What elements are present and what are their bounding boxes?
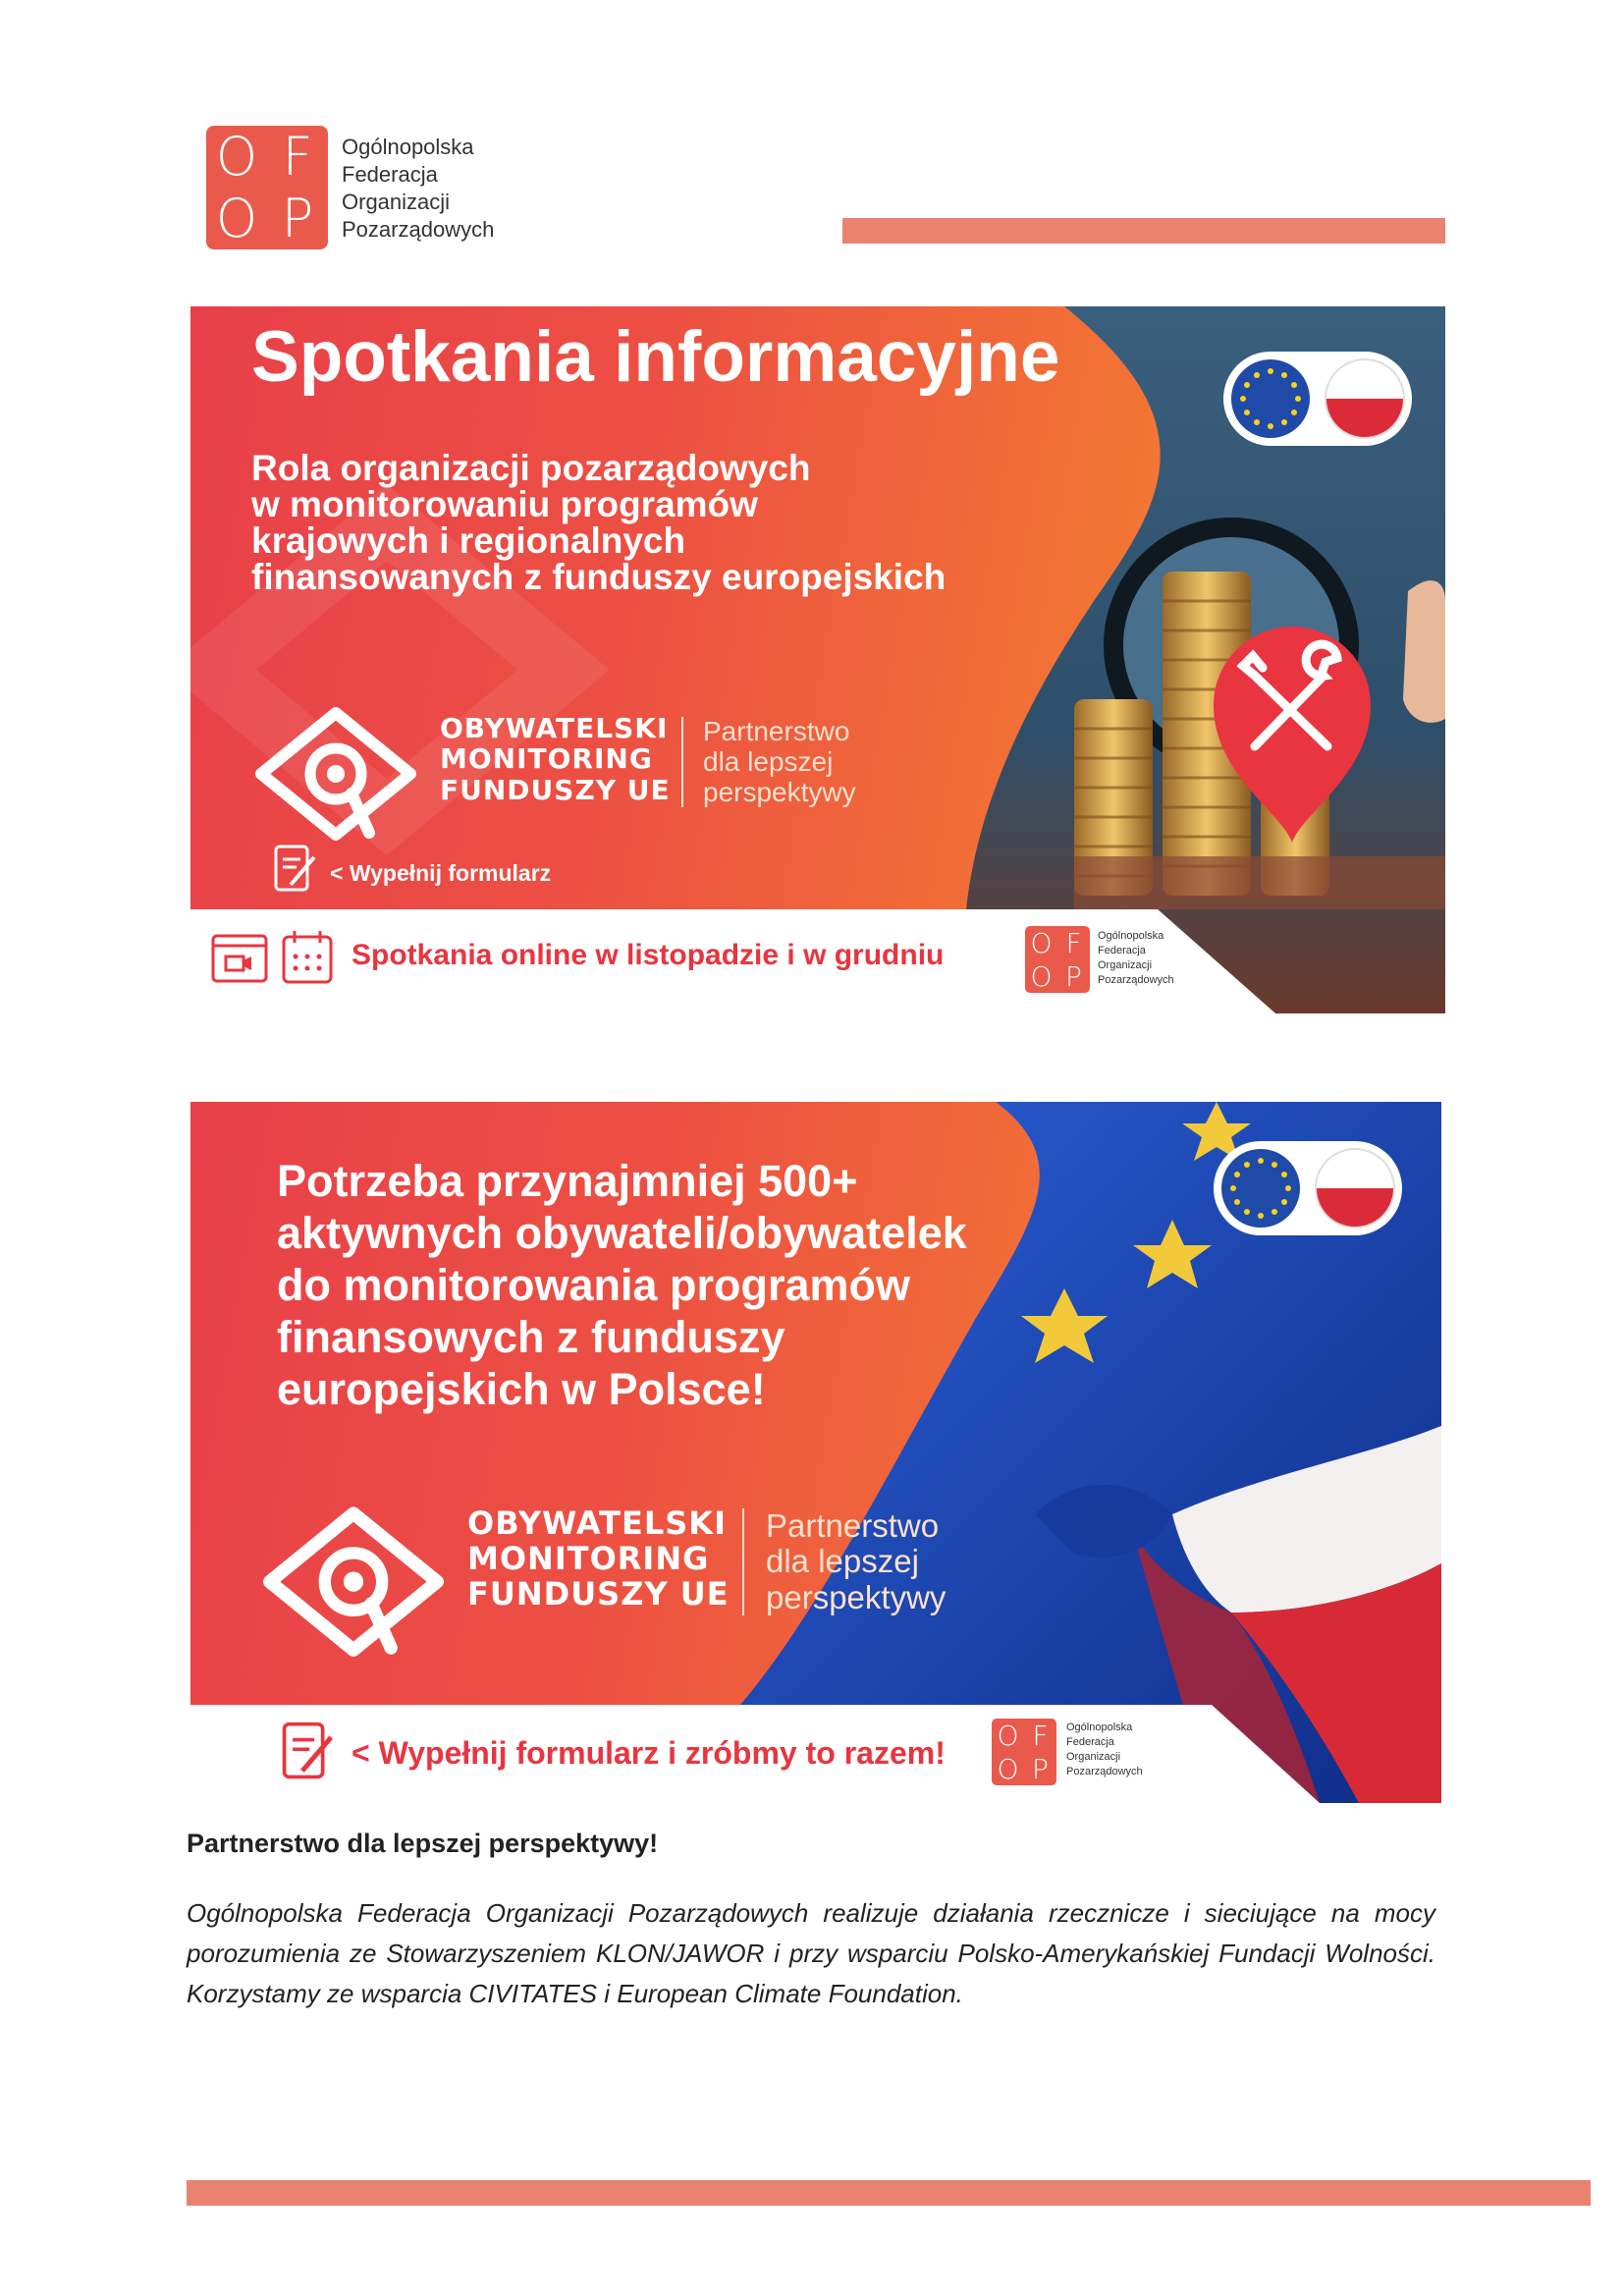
program-name <box>440 713 671 805</box>
partnership-tagline <box>742 1508 946 1615</box>
calendar-icon <box>281 929 334 986</box>
program-name-line: FUNDUSZY UE <box>440 773 671 806</box>
fill-form-link[interactable]: < Wypełnij formularz <box>330 860 552 886</box>
org-name-small <box>1066 1721 1143 1779</box>
org-name-small <box>1098 929 1174 988</box>
logo-letter: O <box>215 188 258 249</box>
banner-citizens-needed <box>190 1102 1441 1803</box>
headline-line: do monitorowania programów <box>277 1260 911 1310</box>
headline-line: aktywnych obywateli/obywatelek <box>277 1208 967 1258</box>
eu-poland-flags-badge <box>1212 1139 1404 1237</box>
org-name-line: Pozarządowych <box>1066 1766 1143 1777</box>
organization-description: Ogólnopolska Federacja Organizacji Pozarządowych realizuje działania rzecznicze i sieciujące na mocy porozumienia ze Stowarzyszeniem KLON/JAWOR i przy wsparciu Polsko-Amerykańskiej Fundacji Wolności. Korzystamy ze wsparcia CIVITATES i European Climate Foundation. <box>187 1898 1435 2008</box>
org-name-line: Organizacji <box>342 190 451 214</box>
subtitle-line: finansowanych z funduszy europejskich <box>251 557 947 597</box>
headline-line: Potrzeba przynajmniej 500+ <box>277 1156 858 1206</box>
eu-poland-flags-badge <box>1221 350 1414 448</box>
fill-form-cta[interactable]: < Wypełnij formularz i zróbmy to razem! <box>352 1735 946 1771</box>
program-name-line: OBYWATELSKI <box>440 712 669 744</box>
partnership-line: perspektywy <box>703 776 856 807</box>
program-name-line: FUNDUSZY UE <box>467 1574 730 1613</box>
partnership-tagline <box>681 717 856 807</box>
org-name-line: Pozarządowych <box>1098 974 1174 986</box>
org-name <box>342 134 494 244</box>
logo-letter: F <box>1032 1719 1049 1752</box>
logo-letter: O <box>1030 926 1053 959</box>
banner1-subtitle <box>251 450 946 595</box>
form-icon[interactable] <box>279 1721 338 1785</box>
headline-line: europejskich w Polsce! <box>277 1364 766 1414</box>
logo-letter: P <box>1065 959 1082 993</box>
logo-letter: F <box>282 126 313 188</box>
partnership-line: dla lepszej <box>703 745 834 777</box>
program-name-line: MONITORING <box>467 1539 710 1577</box>
org-name-line: Ogólnopolska <box>1066 1722 1133 1733</box>
org-name-line: Pozarządowych <box>342 217 495 242</box>
ofop-logo-small <box>1025 926 1090 993</box>
eye-magnifier-icon <box>255 705 416 848</box>
org-name-line: Ogólnopolska <box>1098 930 1164 942</box>
footer-divider-bar <box>187 2180 1591 2206</box>
banner-information-meetings <box>190 306 1445 1013</box>
banner1-title: Spotkania informacyjne <box>251 317 1060 397</box>
org-name-line: Federacja <box>1098 945 1146 957</box>
logo-letter: O <box>215 126 258 188</box>
partnership-line: dla lepszej <box>766 1543 919 1580</box>
subtitle-line: Rola organizacji pozarządowych <box>251 448 811 488</box>
logo-letter: O <box>997 1752 1019 1785</box>
partnership-line: Partnerstwo <box>703 716 850 746</box>
video-meeting-icon <box>210 933 269 984</box>
partnership-line: Partnerstwo <box>766 1507 940 1544</box>
program-name-line: OBYWATELSKI <box>467 1504 727 1542</box>
program-name <box>467 1506 730 1612</box>
eye-magnifier-icon <box>263 1504 444 1666</box>
org-name-line: Federacja <box>1066 1736 1114 1748</box>
banner2-headline <box>277 1155 967 1415</box>
partnership-heading: Partnerstwo dla lepszej perspektywy! <box>187 1829 659 1858</box>
meetings-schedule-text: Spotkania online w listopadzie i w grudniu <box>352 939 945 971</box>
subtitle-line: krajowych i regionalnych <box>251 520 686 561</box>
header-divider-bar <box>842 218 1445 244</box>
headline-line: finansowych z funduszy <box>277 1312 785 1362</box>
ofop-logo-small <box>992 1719 1056 1785</box>
logo-letter: F <box>1065 926 1082 959</box>
org-name-line: Organizacji <box>1098 959 1153 971</box>
ofop-logo-tile <box>206 126 328 249</box>
logo-letter: O <box>997 1719 1019 1752</box>
partnership-line: perspektywy <box>766 1578 947 1615</box>
form-icon[interactable] <box>273 844 318 897</box>
org-name-line: Organizacji <box>1066 1751 1121 1763</box>
org-name-line: Federacja <box>342 162 438 187</box>
org-name-line: Ogólnopolska <box>342 135 474 159</box>
logo-letter: O <box>1030 959 1053 993</box>
program-name-line: MONITORING <box>440 742 653 776</box>
logo-letter: P <box>1032 1752 1049 1785</box>
tools-pin-icon <box>1214 627 1371 852</box>
logo-letter: P <box>281 188 314 249</box>
subtitle-line: w monitorowaniu programów <box>251 484 758 524</box>
